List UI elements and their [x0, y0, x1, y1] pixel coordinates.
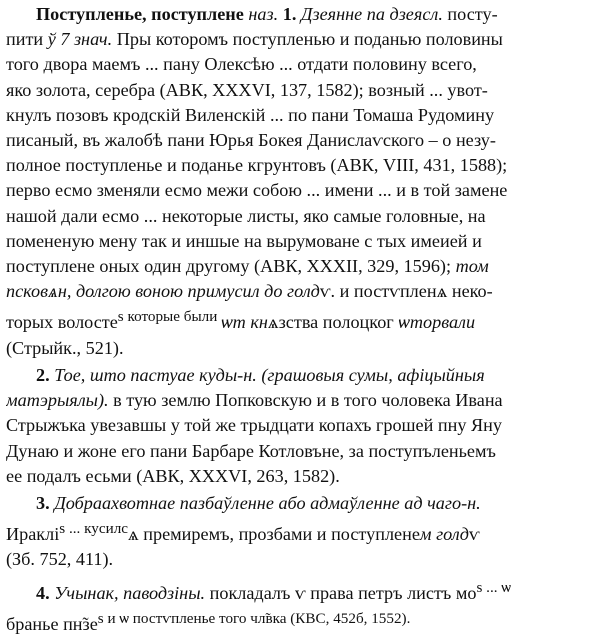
sense-definition: Учынак, паводзіны.: [54, 582, 206, 603]
entry-line: ее подалъ есьми (АВК, XXXVI, 263, 1582).: [6, 465, 340, 486]
entry-line: [6, 491, 588, 516]
entry-line: пити ў 7 знач. Пры которомъ поступленью и поданью половины: [6, 29, 503, 50]
sense-4: [6, 575, 588, 637]
sense-definition: Дзеянне па дзеясл.: [300, 4, 448, 24]
sense-number: 4.: [36, 582, 50, 603]
entry-line: яко золота, серебра (АВК, XXXVI, 137, 1582); возный ... увот-: [6, 79, 488, 100]
entry-line: Дунаю и жоне его пани Барбаре Котловъне, за поступъленьемъ: [6, 440, 496, 461]
entry-line: кнулъ позовъ кродскій Виленскій ... по пани Томаша Рудомину: [6, 104, 495, 125]
sense-number: 3.: [36, 492, 50, 513]
entry-line: Ираклі$^{s ... кусилс}$ѧ премиремъ, прозбами и поступленем голдѵ: [6, 520, 480, 545]
sense-number: 2.: [36, 364, 50, 385]
headword: Поступленье, поступлене: [36, 4, 244, 24]
entry-line: перво есмо зменяли есмо межи собою ... имени ... и в той замене: [6, 180, 508, 201]
sense-definition: Добраахвотнае пазбаўленне або адмаўленне ад чаго-н.: [54, 492, 481, 513]
entry-line: псковѧн, долгою воною примусил до голдѵ. и постѵпленѧ неко-: [6, 281, 493, 302]
entry-line: писаный, въ жалобѣ пани Юрья Бокея Данислаѵского – о незу-: [6, 130, 496, 151]
entry-line: поступлене оных один другому (АВК, XXXII, 329, 1596); том: [6, 256, 489, 277]
entry-line: торых волосте$^{s которые были}$ ѡт кнѧзства полоцког ѡторвали: [6, 308, 476, 333]
entry-line: матэрыялы). в тую землю Попковскую и в того чоловека Ивана: [6, 390, 503, 411]
sense-2: [6, 363, 588, 489]
entry-line: 4. Учынак, паводзіны. покладалъ ѵ права петръ листъ $мо^{s ... ѡ}$: [36, 578, 511, 603]
entry-line: [6, 363, 588, 388]
grammar-label: наз.: [248, 4, 279, 24]
sense-number: 1.: [282, 4, 297, 24]
entry-line: полное поступленье и поданье кгрунтовъ (АВК, VIII, 431, 1588);: [6, 155, 508, 176]
entry-line: Стрыжъка увезавшы у той же трыдцати копахъ грошей пну Яну: [6, 415, 502, 436]
entry-line: (Стрыйк., 521).: [6, 337, 124, 358]
entry-line: помененую мену так и иншые на вырумоване с тых имеией и: [6, 230, 482, 251]
sense-3: [6, 491, 588, 573]
entry-line: бранье $пн̃зе^{s и ѡ постѵпленье того чл̃вка (КВС, 452б, 1552).}$: [6, 609, 411, 634]
sense-1: [6, 2, 588, 361]
sense-definition: Тое, што пастуае куды-н. (грашовыя сумы, афіцыйныя: [54, 364, 485, 385]
entry-line: (Зб. 752, 411).: [6, 549, 114, 570]
entry-line: Поступленье, поступлене наз. 1. Дзеянне па дзеясл. посту-: [36, 4, 498, 24]
entry-line: того двора маемъ ... пану Олексѣю ... отдати половину всего,: [6, 54, 477, 75]
entry-line: нашой дали есмо ... некоторые листы, яко самые головные, на: [6, 205, 486, 226]
